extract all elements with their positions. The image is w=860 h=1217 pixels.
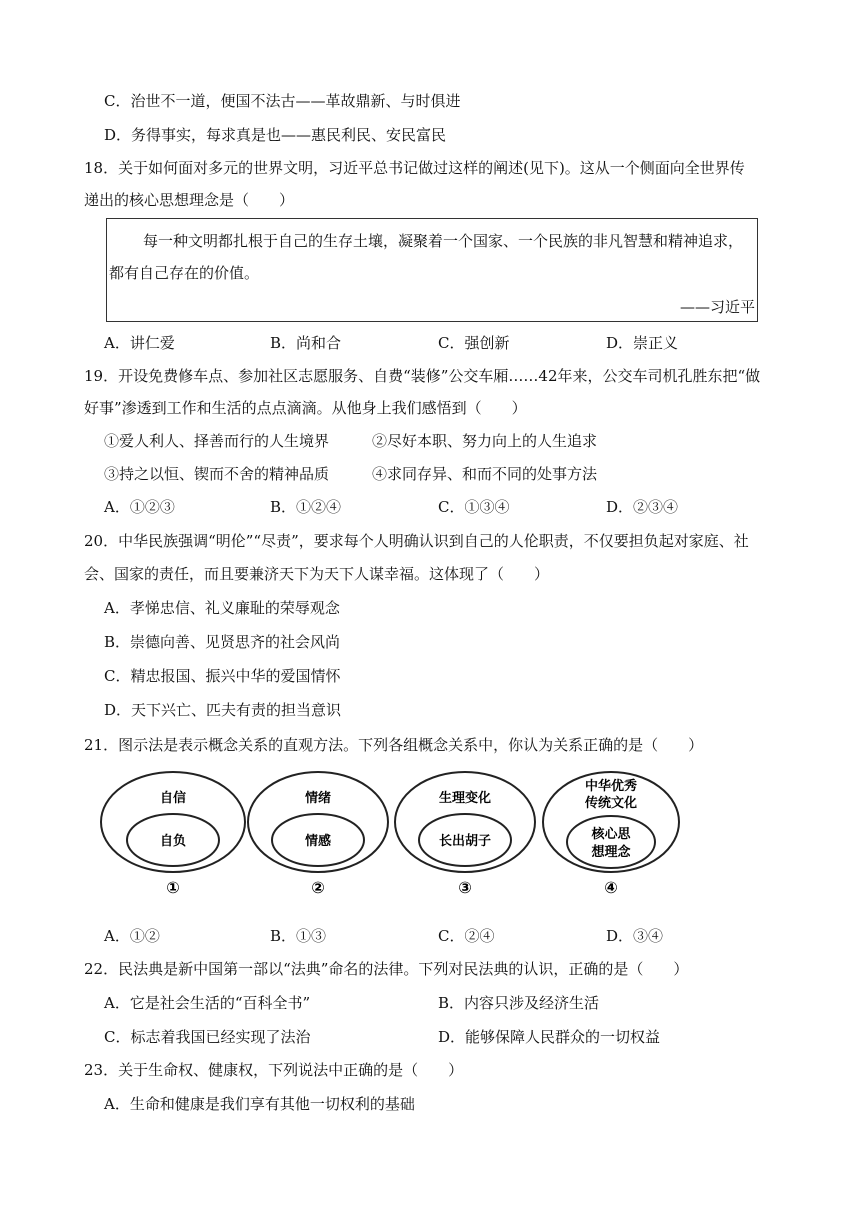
q22-stem: 22．民法典是新中国第一部以“法典”命名的法律。下列对民法典的认识，正确的是（ ） (84, 960, 689, 978)
q23-stem: 23．关于生命权、健康权，下列说法中正确的是（ ） (84, 1061, 464, 1079)
diagram-4-inner-label-line2: 想理念 (591, 845, 631, 860)
q22-option-c: C．标志着我国已经实现了法治 (104, 1028, 311, 1046)
diagram-1-number: ① (166, 878, 180, 897)
diagram-2 (248, 772, 388, 897)
diagram-3 (395, 772, 535, 897)
q20-option-a: A．孝悌忠信、礼义廉耻的荣辱观念 (104, 599, 340, 617)
diagram-4-outer-label-line1: 中华优秀 (584, 779, 638, 794)
diagram-4-number: ④ (604, 878, 618, 897)
q18-option-b: B．尚和合 (270, 334, 342, 352)
q19-option-d: D．②③④ (606, 498, 679, 516)
q21-option-b: B．①③ (270, 927, 327, 945)
quote-box (106, 218, 758, 322)
q20-option-b: B．崇德向善、见贤思齐的社会风尚 (104, 633, 341, 651)
q19-option-a: A．①②③ (104, 498, 175, 516)
quote-line1: 每一种文明都扎根于自己的生存土壤，凝聚着一个国家、一个民族的非凡智慧和精神追求， (143, 232, 744, 250)
diagram-1-outer-label: 自信 (159, 791, 187, 806)
q17-option-c: C．治世不一道，便国不法古——革故鼎新、与时俱进 (104, 92, 461, 110)
q19-statement-4: ④求同存异、和而不同的处事方法 (372, 465, 598, 483)
q18-option-d: D．崇正义 (606, 334, 679, 352)
diagram-3-outer-label: 生理变化 (438, 791, 492, 806)
diagram-4-inner-label-line1: 核心思 (591, 827, 631, 842)
q18-option-a: A．讲仁爱 (104, 334, 175, 352)
q22-option-b: B．内容只涉及经济生活 (438, 994, 600, 1012)
q18-stem-line2: 递出的核心思想理念是（ ） (84, 191, 295, 209)
diagram-1-inner-label: 自负 (159, 834, 187, 849)
q21-option-a: A．①② (104, 927, 160, 945)
diagram-2-outer-label: 情绪 (304, 791, 332, 806)
q23-option-a: A．生命和健康是我们享有其他一切权利的基础 (104, 1095, 415, 1113)
q20-stem-line2: 会、国家的责任，而且要兼济天下为天下人谋幸福。这体现了（ ） (84, 565, 550, 583)
q18-stem-line1: 18．关于如何面对多元的世界文明，习近平总书记做过这样的阐述(见下)。这从一个侧面向全世界传 (84, 159, 745, 177)
quote-line2: 都有自己存在的价值。 (109, 264, 260, 282)
diagram-2-inner-label: 情感 (304, 834, 332, 849)
diagram-2-number: ② (311, 878, 325, 897)
q19-option-c: C．①③④ (438, 498, 510, 516)
q20-option-c: C．精忠报国、振兴中华的爱国情怀 (104, 667, 341, 685)
q19-statement-2: ②尽好本职、努力向上的人生追求 (372, 432, 598, 450)
q20-stem-line1: 20．中华民族强调“明伦”“尽责”，要求每个人明确认识到自己的人伦职责，不仅要担负起对家庭、社 (84, 532, 749, 550)
q18-option-c: C．强创新 (438, 334, 510, 352)
q20-option-d: D．天下兴亡、匹夫有责的担当意识 (104, 701, 342, 719)
q19-statement-3: ③持之以恒、锲而不舍的精神品质 (104, 465, 330, 483)
concept-diagrams (98, 770, 698, 900)
diagram-3-inner-label: 长出胡子 (438, 834, 492, 849)
q19-option-b: B．①②④ (270, 498, 342, 516)
q22-option-d: D．能够保障人民群众的一切权益 (438, 1028, 661, 1046)
q19-stem-line2: 好事”渗透到工作和生活的点点滴滴。从他身上我们感悟到（ ） (84, 399, 527, 417)
diagram-1 (101, 772, 245, 897)
q21-option-d: D．③④ (606, 927, 664, 945)
q22-option-a: A．它是社会生活的“百科全书” (104, 994, 311, 1012)
quote-attribution: ——习近平 (679, 298, 755, 316)
diagram-4 (543, 772, 679, 897)
q21-option-c: C．②④ (438, 927, 495, 945)
q19-statement-1: ①爱人利人、择善而行的人生境界 (104, 432, 330, 450)
q19-stem-line1: 19．开设免费修车点、参加社区志愿服务、自费“装修”公交车厢……42年来，公交车司机孔胜东把“做 (84, 367, 761, 385)
diagram-3-number: ③ (458, 878, 472, 897)
diagram-4-outer-label-line2: 传统文化 (584, 796, 638, 811)
q21-stem: 21．图示法是表示概念关系的直观方法。下列各组概念关系中，你认为关系正确的是（ ） (84, 736, 704, 754)
q17-option-d: D．务得事实，每求真是也——惠民利民、安民富民 (104, 126, 447, 144)
